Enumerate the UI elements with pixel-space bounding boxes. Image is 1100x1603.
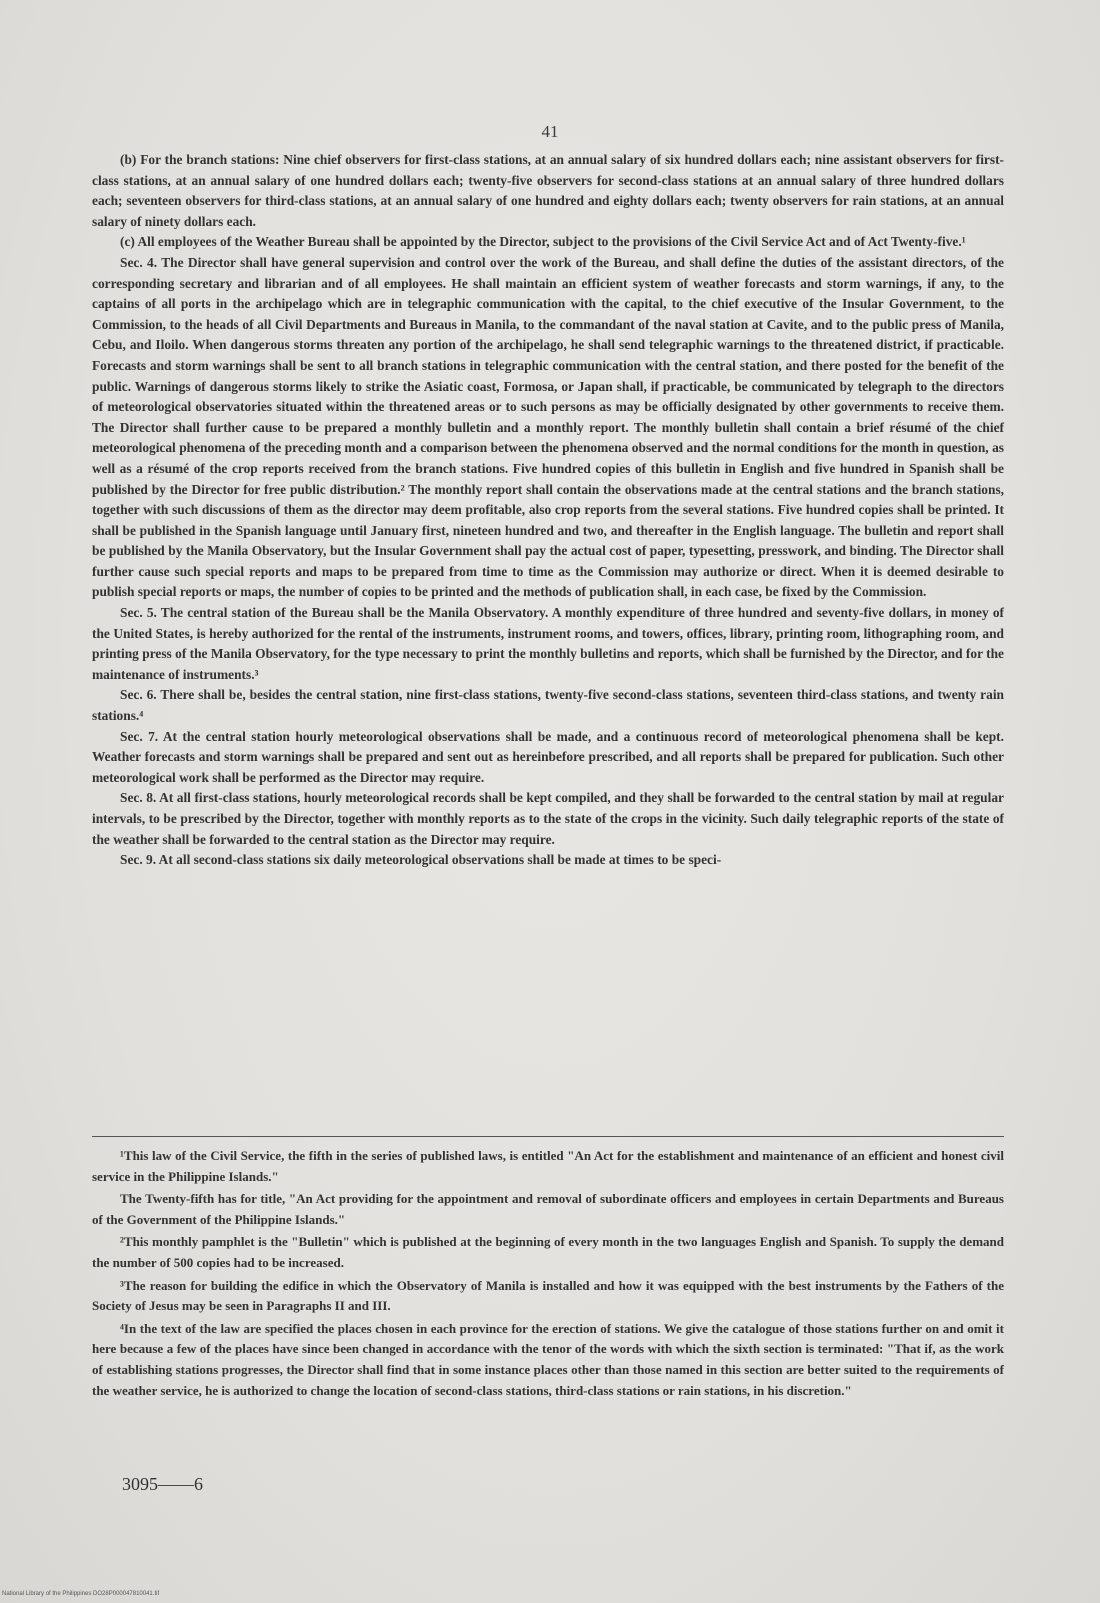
footnote: ³The reason for building the edifice in which the Observatory of Manila is installed and how it was equipped with the best instruments by the Fathers of the Society of Jesus may be seen in Paragraphs II and III. <box>92 1277 1004 1314</box>
footnote: ⁴In the text of the law are specified the places chosen in each province for the erection of stations. We give the catalogue of those stations further on and omit it here because a few of the places have since been changed in accordance with the tenor of the words with which the sixth section is terminated: "That if, as the work of establishing stations progresses, the Director shall find that in some instance places other than those named in this section are better suited to the requirements of the weather service, he is authorized to change the location of second-class stations, third-class stations or rain stations, in his discretion." <box>92 1320 1004 1398</box>
signature-mark: 3095——6 <box>122 1474 203 1494</box>
paragraph: (b) For the branch stations: Nine chief observers for first-class stations, at an annual salary of six hundred dollars each; nine assistant observers for first-class stations, at an annual salary of one hundred dollars each; twenty-five observers for second-class stations at an annual salary of three hundred dollars each; seventeen observers for third-class stations, at an annual salary of one hundred and eighty dollars each; twenty observers for rain stations, at an annual salary of ninety dollars each. <box>92 152 1004 229</box>
footnote-divider <box>92 1136 1004 1137</box>
paragraph: Sec. 9. At all second-class stations six daily meteorological observations shall be made at times to be speci- <box>120 852 722 868</box>
paragraph: Sec. 4. The Director shall have general supervision and control over the work of the Bureau, and shall define the duties of the assistant directors, of the corresponding secretary and librarian and of all employees. He shall maintain an efficient system of weather forecasts and storm warnings, if any, to the captains of all ports in the archipelago which are in telegraphic communication with the capital, to the chief executive of the Insular Government, to the Commission, to the heads of all Civil Departments and Bureaus in Manila, to the commandant of the naval station at Cavite, and to the public press of Manila, Cebu, and Iloilo. When dangerous storms threaten any portion of the archipelago, he shall send telegraphic warnings to the threatened district, if practicable. Forecasts and storm warnings shall be sent to all branch stations in telegraphic communication with the central station, and there posted for the benefit of the public. Warnings of dangerous storms likely to strike the Asiatic coast, Formosa, or Japan shall, if practicable, be communicated by telegraph to the directors of meteorological observatories situated within the threatened areas or to such persons as may be officially designated by other governments to receive them. The Director shall further cause to be prepared a monthly bulletin and a monthly report. The monthly bulletin shall contain a brief résumé of the chief meteorological phenomena of the preceding month and a comparison between the phenomena observed and the normal conditions for the month in question, as well as a résumé of the crop reports received from the branch stations. Five hundred copies of this bulletin in English and five hundred in Spanish shall be published by the Director for free public distribution.² The monthly report shall contain the observations made at the central stations and the branch stations, together with such discussions of them as the director may deem profitable, also crop reports from the several stations. Five hundred copies shall be printed. It shall be published in the Spanish language until January first, nineteen hundred and two, and thereafter in the English language. The bulletin and report shall be published by the Manila Observatory, but the Insular Government shall pay the actual cost of paper, typesetting, presswork, and binding. The Director shall further cause such special reports and maps to be prepared from time to time as the Commission may authorize or direct. When it is deemed desirable to publish special reports or maps, the number of copies to be printed and the methods of publication shall, in each case, be fixed by the Commission. <box>92 254 1004 600</box>
paragraph: Sec. 7. At the central station hourly meteorological observations shall be made, and a continuous record of meteorological phenomena shall be kept. Weather forecasts and storm warnings shall be prepared and sent out as hereinbefore prescribed, and all reports shall be prepared for publication. Such other meteorological work shall be performed as the Director may require. <box>92 728 1004 785</box>
paragraph: (c) All employees of the Weather Bureau shall be appointed by the Director, subject to the provisions of the Civil Service Act and of Act Twenty-five.¹ <box>120 234 966 250</box>
scan-footer: National Library of the Philippines DO28P000047810041.tif <box>2 1591 160 1597</box>
paragraph: Sec. 8. At all first-class stations, hourly meteorological records shall be kept compiled, and they shall be forwarded to the central station by mail at regular intervals, to be prescribed by the Director, together with monthly reports as to the state of the crops in the vicinity. Such daily telegraphic reports of the state of the weather shall be forwarded to the central station as the Director may require. <box>92 790 1004 847</box>
body-text <box>92 150 1004 871</box>
footnotes <box>92 1146 1004 1403</box>
footnote: ¹This law of the Civil Service, the fifth in the series of published laws, is entitled "An Act for the establishment and maintenance of an efficient and honest civil service in the Philippine Islands." <box>92 1148 1004 1184</box>
footnote: ²This monthly pamphlet is the "Bulletin" which is published at the beginning of every month in the two languages English and Spanish. To supply the demand the number of 500 copies had to be increased. <box>92 1234 1004 1270</box>
page-number: 41 <box>541 122 559 141</box>
footnote: The Twenty-fifth has for title, "An Act providing for the appointment and removal of subordinate officers and employees in certain Departments and Bureaus of the Government of the Philippine Islands." <box>92 1191 1004 1227</box>
paragraph: Sec. 6. There shall be, besides the central station, nine first-class stations, twenty-five second-class stations, seventeen third-class stations, and twenty rain stations.⁴ <box>92 687 1004 724</box>
paragraph: Sec. 5. The central station of the Bureau shall be the Manila Observatory. A monthly expenditure of three hundred and seventy-five dollars, in money of the United States, is hereby authorized for the rental of the instruments, instrument rooms, and towers, offices, library, printing room, lithographing room, and printing press of the Manila Observatory, for the type necessary to print the monthly bulletins and reports, which shall be furnished by the Director, and for the maintenance of instruments.³ <box>92 605 1004 682</box>
